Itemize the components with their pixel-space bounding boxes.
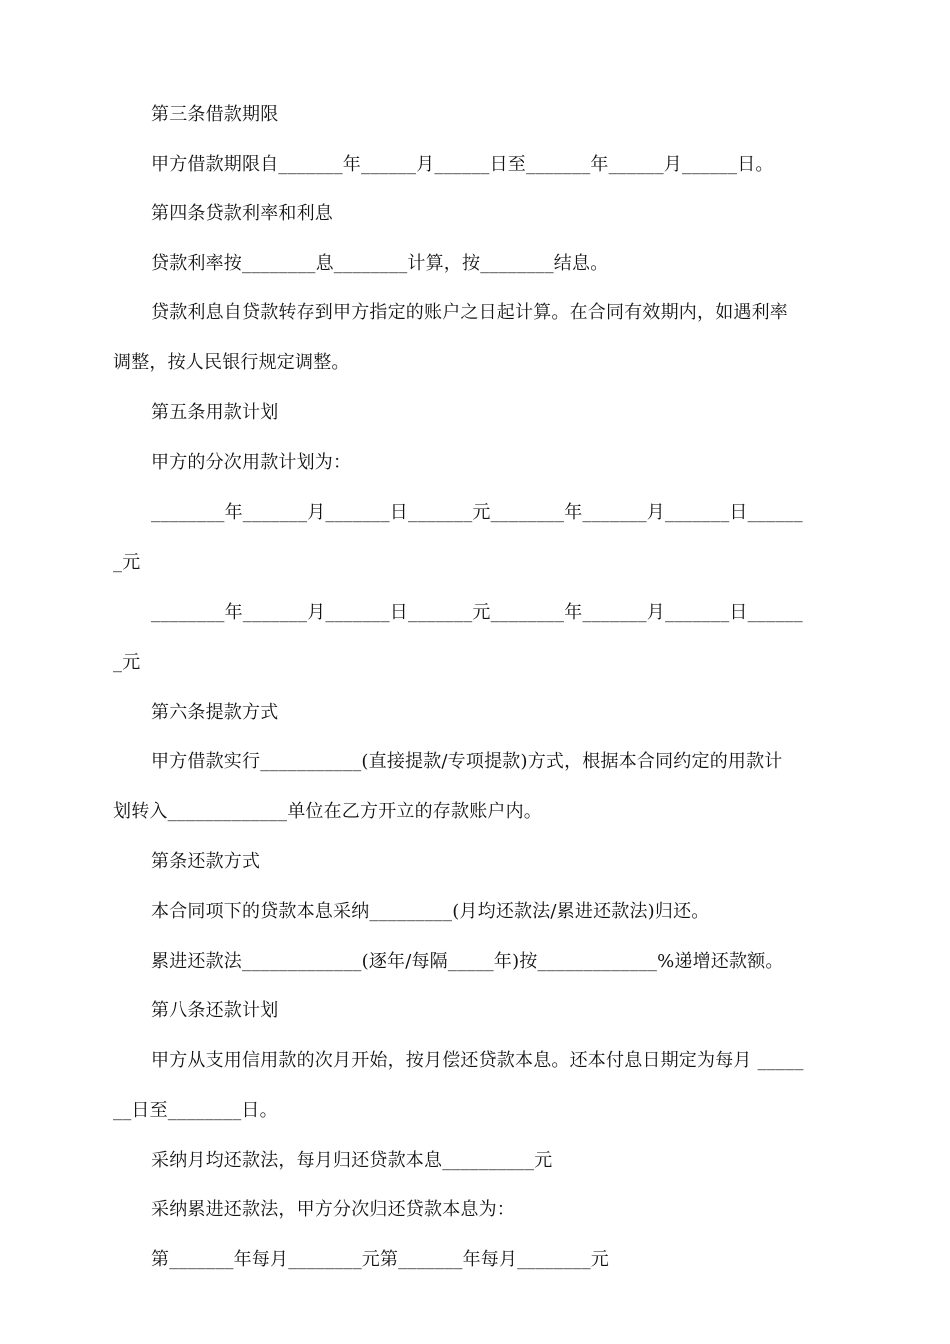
interest-rate-line: 贷款利率按________息________计算，按________结息。	[151, 253, 609, 274]
monthly-repayment-line: 采纳月均还款法，每月归还贷款本息__________元	[151, 1150, 553, 1171]
progressive-schedule-row: 第_______年每月________元第_______年每月________元	[151, 1249, 609, 1270]
drawdown-plan-row-1: ________年_______月_______日_______元________年_______月_______日______	[151, 502, 803, 523]
progressive-schedule-intro: 采纳累进还款法，甲方分次归还贷款本息为：	[151, 1199, 515, 1220]
article-4-heading: 第四条贷款利率和利息	[151, 203, 333, 224]
loan-term-line: 甲方借款期限自_______年______月______日至_______年______月______日。	[151, 154, 774, 175]
drawdown-plan-intro: 甲方的分次用款计划为：	[151, 452, 352, 473]
withdrawal-method-line-1: 甲方借款实行___________(直接提款/专项提款)方式，根据本合同约定的用款计	[151, 751, 783, 772]
interest-paragraph-line-1: 贷款利息自贷款转存到甲方指定的账户之日起计算。在合同有效期内，如遇利率	[151, 302, 788, 323]
withdrawal-method-line-2: 划转入_____________单位在乙方开立的存款账户内。	[113, 801, 542, 822]
interest-paragraph-line-2: 调整，按人民银行规定调整。	[113, 352, 350, 373]
progressive-repayment-line: 累进还款法_____________(逐年/每隔_____年)按_____________%递增还款额。	[151, 951, 784, 972]
article-7-heading: 第条还款方式	[151, 851, 261, 872]
drawdown-plan-row-2: ________年_______月_______日_______元________年_______月_______日______	[151, 602, 803, 623]
drawdown-plan-row-1-cont: _元	[113, 552, 141, 573]
article-5-heading: 第五条用款计划	[151, 402, 279, 423]
drawdown-plan-row-2-cont: _元	[113, 652, 141, 673]
article-3-heading: 第三条借款期限	[151, 104, 279, 125]
repayment-method-line: 本合同项下的贷款本息采纳_________(月均还款法/累进还款法)归还。	[151, 901, 710, 922]
article-8-heading: 第八条还款计划	[151, 1000, 279, 1021]
repayment-plan-line-2: __日至________日。	[113, 1100, 278, 1121]
article-6-heading: 第六条提款方式	[151, 702, 279, 723]
repayment-plan-line-1: 甲方从支用信用款的次月开始，按月偿还贷款本息。还本付息日期定为每月 _____	[151, 1050, 804, 1071]
